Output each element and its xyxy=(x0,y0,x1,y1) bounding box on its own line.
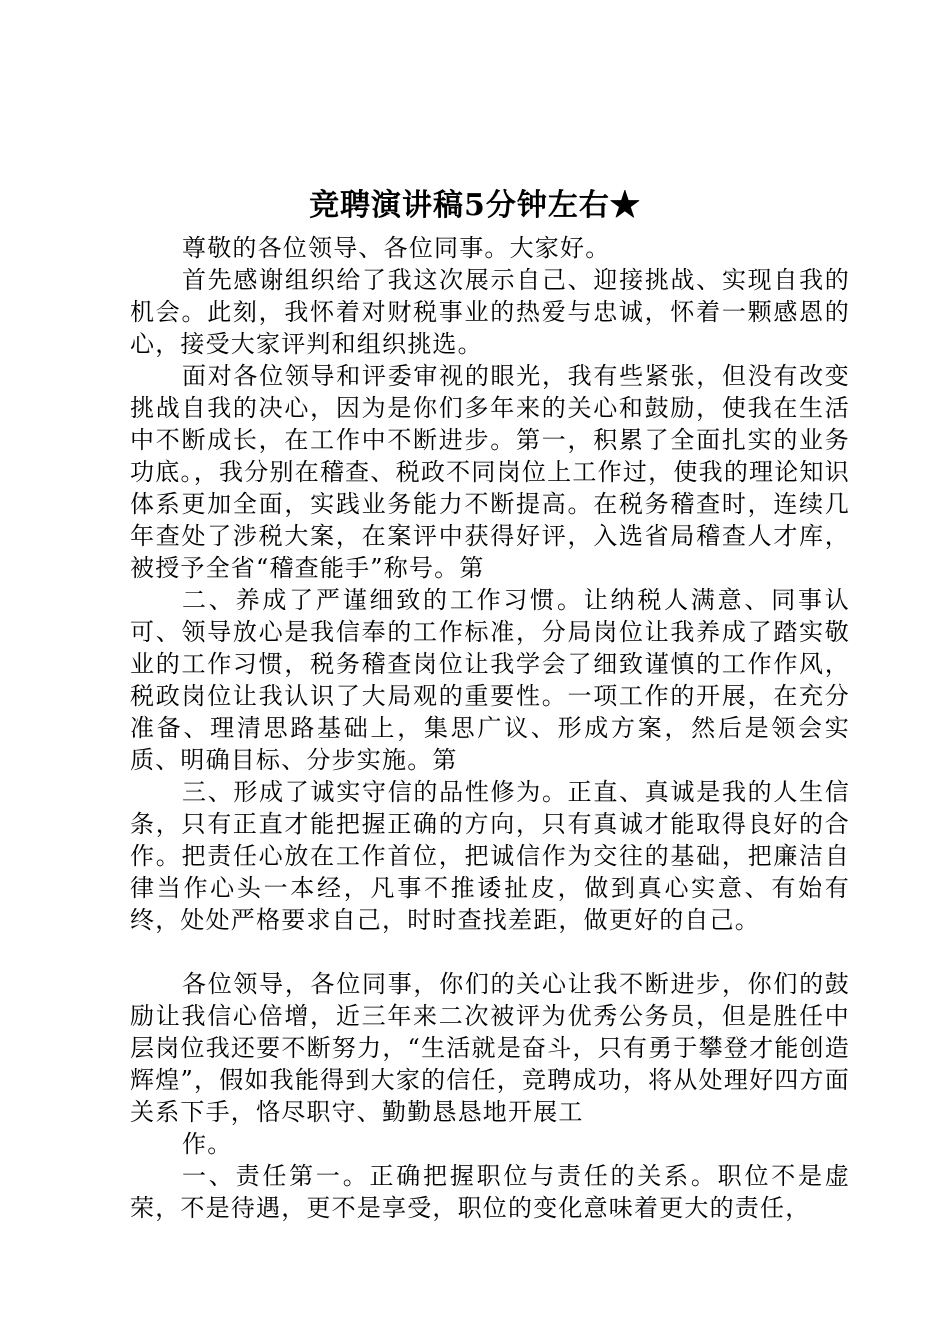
paragraph-third-point: 三、形成了诚实守信的品性修为。正直、真诚是我的人生信条，只有正直才能把握正确的方向，只有真诚才能取得良好的合作。把责任心放在工作首位，把诚信作为交往的基础，把廉洁自律当作心头一本经，凡事不推诿扯皮，做到真心实意、有始有终，处处严格要求自己，时时查找差距，做更好的自己。 xyxy=(130,778,850,934)
document-title: 竞聘演讲稿5分钟左右★ xyxy=(309,188,641,223)
paragraph-second-point: 二、养成了严谨细致的工作习惯。让纳税人满意、同事认可、领导放心是我信奉的工作标准，分局岗位让我养成了踏实敬业的工作习惯，税务稽查岗位让我学会了细致谨慎的工作作风，税政岗位让我认识了大局观的重要性。一项工作的开展，在充分准备、理清思路基础上，集思广议、形成方案，然后是领会实质、明确目标、分步实施。第 xyxy=(130,586,850,774)
paragraph-plan: 各位领导，各位同事，你们的关心让我不断进步，你们的鼓励让我信心倍增，近三年来二次被评为优秀公务员，但是胜任中层岗位我还要不断努力，“生活就是奋斗，只有勇于攀登才能创造辉煌”，假如我能得到大家的信任，竞聘成功，将从处理好四方面关系下手，恪尽职守、勤勤恳恳地开展工 xyxy=(130,970,850,1126)
paragraph-first-point: 面对各位领导和评委审视的眼光，我有些紧张，但没有改变挑战自我的决心，因为是你们多年来的关心和鼓励，使我在生活中不断成长，在工作中不断进步。第一，积累了全面扎实的业务功底。，我分别在稽查、税政不同岗位上工作过，使我的理论知识体系更加全面，实践业务能力不断提高。在税务稽查时，连续几年查处了涉税大案，在案评中获得好评，入选省局稽查人才库，被授予全省“稽查能手”称号。第 xyxy=(130,362,850,582)
paragraph-spacer xyxy=(130,936,850,968)
paragraph-thanks: 首先感谢组织给了我这次展示自己、迎接挑战、实现自我的机会。此刻，我怀着对财税事业的热爱与忠诚，怀着一颗感恩的心，接受大家评判和组织挑选。 xyxy=(130,266,850,358)
paragraph-plan-continued: 作。 xyxy=(182,1130,233,1158)
paragraph-responsibility: 一、责任第一。正确把握职位与责任的关系。职位不是虚荣，不是待遇，更不是享受，职位的变化意味着更大的责任， xyxy=(130,1162,850,1222)
document-body xyxy=(130,232,850,1224)
paragraph-greeting: 尊敬的各位领导、各位同事。大家好。 xyxy=(182,234,611,262)
